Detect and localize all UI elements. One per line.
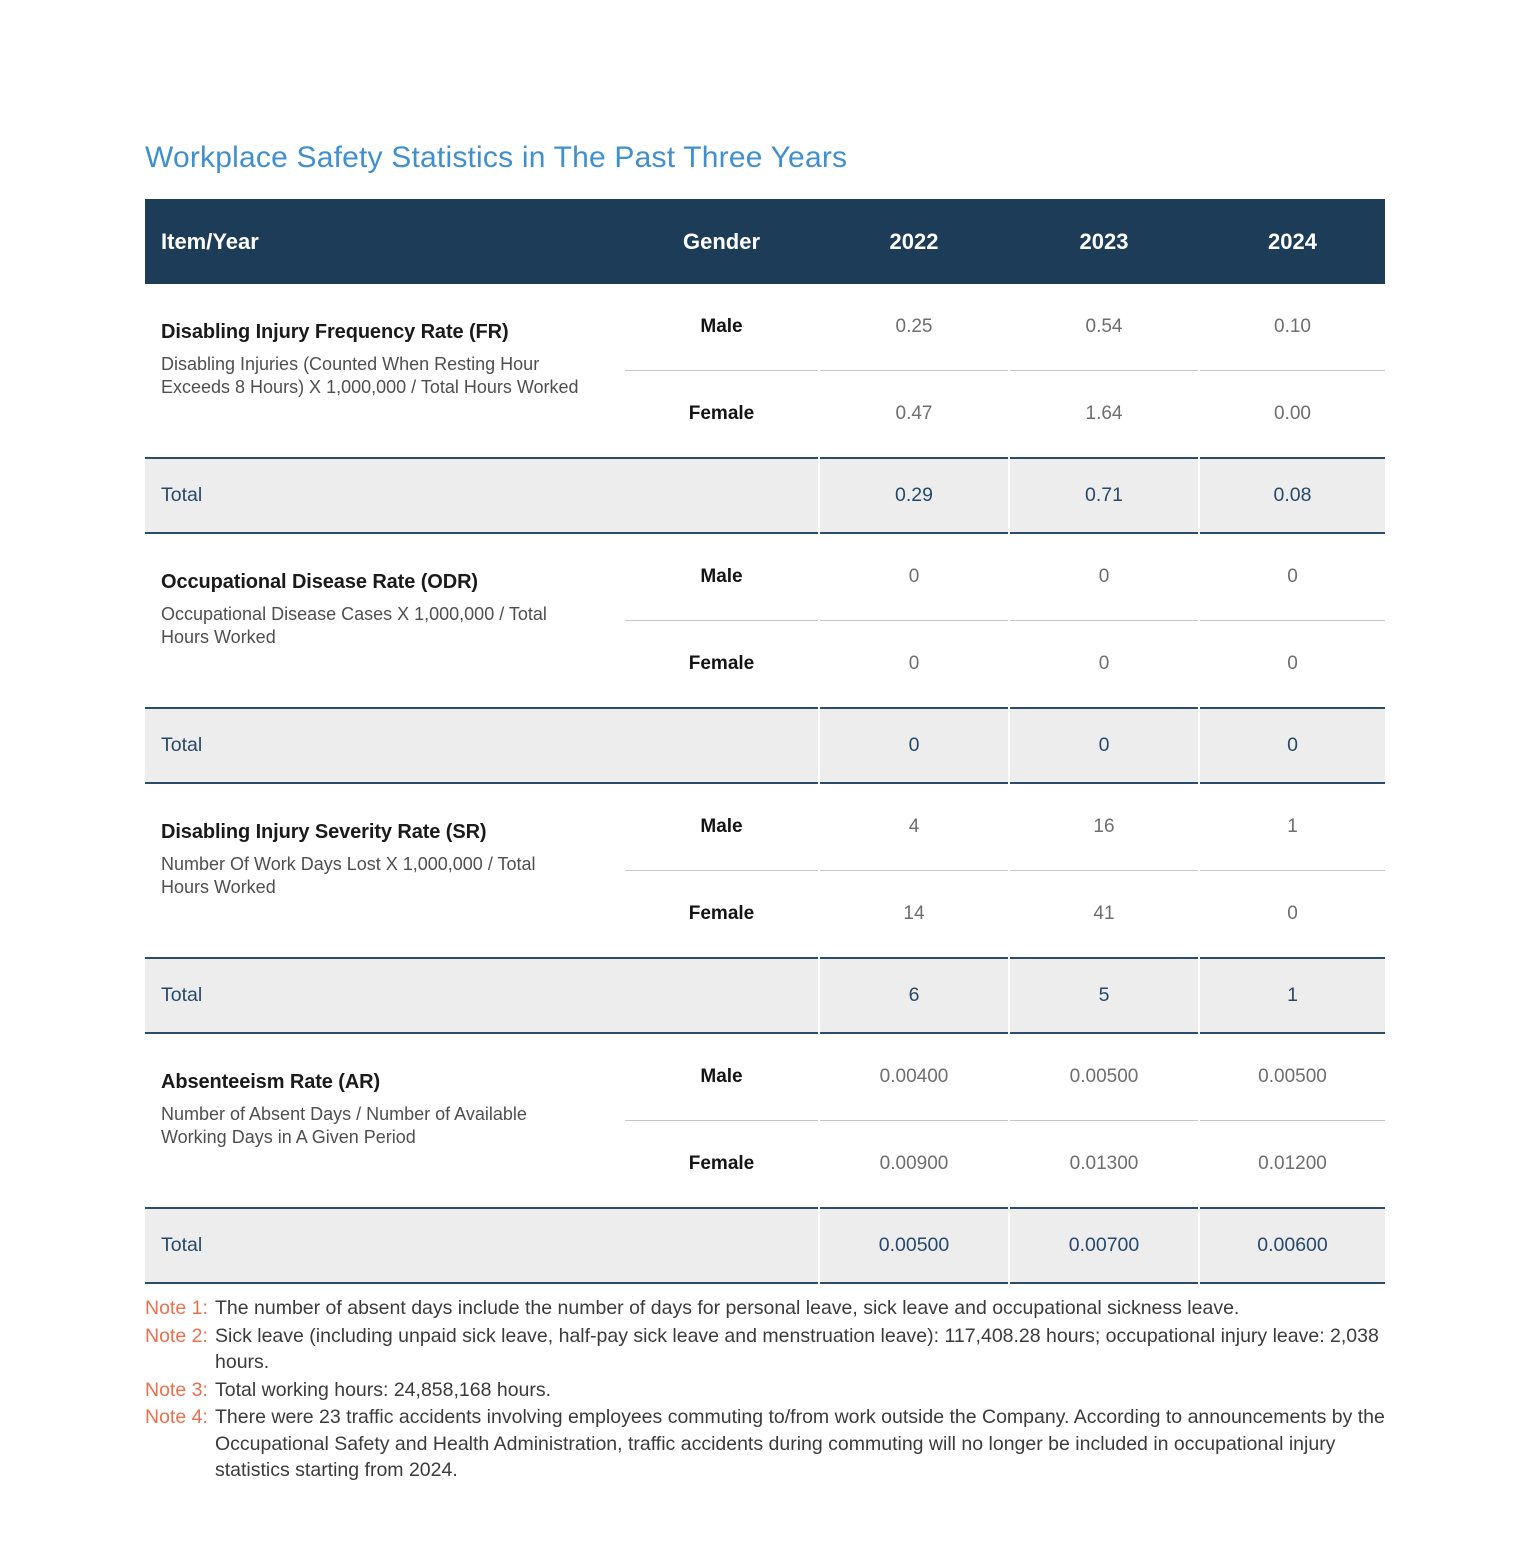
value-male-2023: 0.54 (1010, 284, 1198, 371)
footnotes (145, 1295, 1395, 1484)
item-cell (145, 784, 623, 957)
gender-label-male: Male (625, 1034, 818, 1121)
metric-title: Absenteeism Rate (AR) (161, 1071, 381, 1093)
value-female-2022: 14 (903, 903, 925, 924)
gender-label-male: Male (625, 534, 818, 621)
total-2024: 1 (1200, 957, 1385, 1034)
value-male-2022: 0.00400 (820, 1034, 1008, 1121)
metric-title: Disabling Injury Severity Rate (SR) (161, 821, 487, 843)
note-text: Total working hours: 24,858,168 hours. (215, 1378, 552, 1401)
note-label: Note 2: (145, 1324, 208, 1347)
note-label: Note 3: (145, 1378, 208, 1401)
value-male-2024: 0.10 (1200, 284, 1385, 371)
note-item (145, 1295, 1395, 1322)
value-female-2024: 0.00 (1274, 403, 1311, 424)
note-label: Note 4: (145, 1406, 208, 1429)
value-female-2022: 0.47 (895, 403, 933, 424)
note-item (145, 1377, 1395, 1404)
value-male-2024: 0 (1200, 534, 1385, 621)
total-label: Total (145, 707, 818, 784)
item-cell (145, 1034, 623, 1207)
gender-label-female: Female (688, 903, 755, 924)
note-text: The number of absent days include the number of days for personal leave, sick leave and occupational sickness leave. (215, 1297, 1240, 1319)
note-item (145, 1404, 1395, 1484)
header-item-year: Item/Year (161, 228, 259, 254)
item-cell (145, 534, 623, 707)
metric-description: Occupational Disease Cases X 1,000,000 / Total Hours Worked (161, 604, 547, 648)
section-sr (145, 784, 1385, 1034)
value-female-2024: 0 (1287, 653, 1298, 674)
total-2024: 0 (1200, 707, 1385, 784)
total-label: Total (145, 957, 818, 1034)
total-2024: 0.00600 (1200, 1207, 1385, 1284)
total-2024: 0.08 (1200, 457, 1385, 534)
gender-label-male: Male (625, 784, 818, 871)
note-label: Note 1: (145, 1297, 208, 1319)
value-female-2023: 0.01300 (1069, 1153, 1139, 1174)
metric-description: Number of Absent Days / Number of Available Working Days in A Given Period (161, 1104, 527, 1148)
section-fr (145, 284, 1385, 534)
note-text: Sick leave (including unpaid sick leave, half-pay sick leave and menstruation leave): 117,408.28 hours; occupational injury leave: 2,038 hours. (215, 1324, 1379, 1374)
value-male-2023: 16 (1010, 784, 1198, 871)
header-2023: 2023 (1079, 228, 1129, 254)
safety-statistics-table (145, 199, 1385, 1284)
value-female-2024: 0.01200 (1258, 1153, 1327, 1174)
metric-description: Disabling Injuries (Counted When Resting Hour Exceeds 8 Hours) X 1,000,000 / Total Hours Worked (161, 354, 579, 398)
value-male-2023: 0.00500 (1010, 1034, 1198, 1121)
metric-title: Occupational Disease Rate (ODR) (161, 571, 478, 593)
value-female-2023: 1.64 (1085, 403, 1123, 424)
total-2022: 0.00500 (820, 1207, 1008, 1284)
note-text: There were 23 traffic accidents involving employees commuting to/from work outside the Company. According to announcements by the Occupational Safety and Health Administration, traffic accidents during commuting will no longer be included in occupational injury statistics starting from 2024. (215, 1406, 1385, 1482)
value-male-2022: 0.25 (820, 284, 1008, 371)
page-title: Workplace Safety Statistics in The Past Three Years (145, 141, 848, 174)
header-2024: 2024 (1268, 228, 1317, 254)
gender-label-female: Female (688, 653, 755, 674)
section-ar (145, 1034, 1385, 1284)
note-item (145, 1323, 1395, 1376)
value-female-2022: 0 (908, 653, 920, 674)
gender-label-female: Female (688, 1153, 755, 1174)
total-2023: 0.71 (1010, 457, 1198, 534)
table-header-row (145, 199, 1385, 284)
item-cell (145, 284, 623, 457)
value-female-2023: 0 (1098, 653, 1110, 674)
header-2022: 2022 (889, 228, 939, 254)
total-2023: 0.00700 (1010, 1207, 1198, 1284)
total-2023: 0 (1010, 707, 1198, 784)
total-label: Total (145, 457, 818, 534)
gender-label-male: Male (625, 284, 818, 371)
gender-label-female: Female (688, 403, 755, 424)
section-odr (145, 534, 1385, 784)
total-label: Total (145, 1207, 818, 1284)
metric-description: Number Of Work Days Lost X 1,000,000 / Total Hours Worked (161, 854, 536, 898)
value-female-2024: 0 (1287, 903, 1298, 924)
total-2022: 0 (820, 707, 1008, 784)
total-2022: 6 (820, 957, 1008, 1034)
value-male-2023: 0 (1010, 534, 1198, 621)
value-male-2024: 1 (1200, 784, 1385, 871)
total-2022: 0.29 (820, 457, 1008, 534)
value-male-2022: 0 (820, 534, 1008, 621)
value-male-2022: 4 (820, 784, 1008, 871)
header-gender: Gender (682, 228, 761, 254)
value-female-2023: 41 (1093, 903, 1115, 924)
metric-title: Disabling Injury Frequency Rate (FR) (161, 321, 509, 343)
value-male-2024: 0.00500 (1200, 1034, 1385, 1121)
total-2023: 5 (1010, 957, 1198, 1034)
value-female-2022: 0.00900 (879, 1153, 949, 1174)
